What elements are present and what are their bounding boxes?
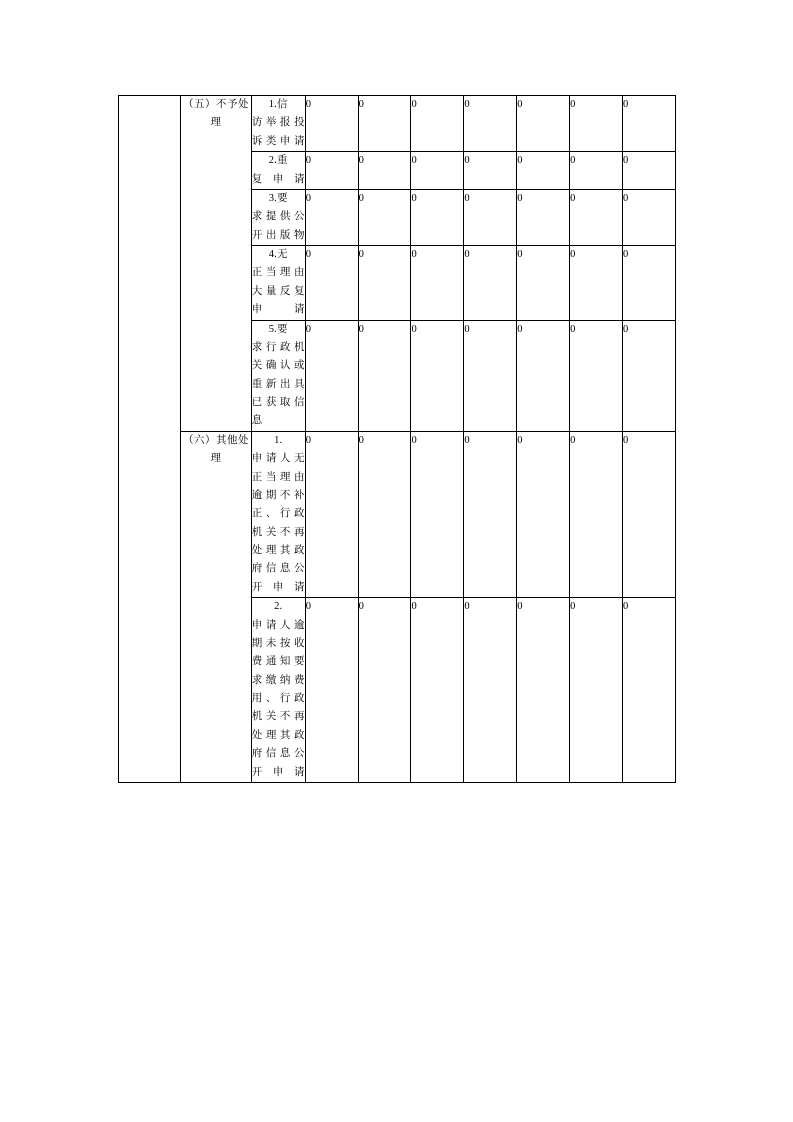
table-row — [119, 431, 676, 597]
item-lead: 3.要 — [268, 192, 288, 204]
value-cell: 0 — [517, 96, 570, 152]
government-information-disclosure-table — [118, 95, 676, 783]
value-cell: 0 — [358, 189, 411, 245]
item-label-cell — [251, 246, 305, 321]
item-text: 复申请 — [251, 173, 305, 185]
value-cell: 0 — [570, 320, 623, 431]
value-cell: 0 — [411, 152, 464, 190]
value-cell: 0 — [358, 96, 411, 152]
item-lead: 1. — [274, 434, 283, 446]
value-cell: 0 — [623, 189, 676, 245]
item-lead: 2.重 — [268, 155, 288, 167]
value-cell: 0 — [570, 96, 623, 152]
value-cell: 0 — [570, 152, 623, 190]
group-label-cell: （六）其他处理 — [181, 431, 252, 782]
item-lead: 1.信 — [268, 99, 288, 110]
value-cell: 0 — [464, 320, 517, 431]
value-cell: 0 — [305, 96, 358, 152]
value-cell: 0 — [517, 152, 570, 190]
value-cell: 0 — [358, 246, 411, 321]
value-cell: 0 — [464, 431, 517, 597]
value-cell: 0 — [464, 598, 517, 783]
value-cell: 0 — [411, 598, 464, 783]
value-cell: 0 — [464, 96, 517, 152]
item-text: 求提供公开出版物 — [251, 211, 305, 241]
value-cell: 0 — [623, 96, 676, 152]
item-label-cell — [251, 598, 305, 783]
value-cell: 0 — [623, 152, 676, 190]
value-cell: 0 — [358, 320, 411, 431]
value-cell: 0 — [570, 431, 623, 597]
value-cell: 0 — [305, 246, 358, 321]
item-text: 申请人无正当理由逾期不补正、行政机关不再处理其政府信息公开申请 — [251, 453, 305, 593]
value-cell: 0 — [411, 320, 464, 431]
value-cell: 0 — [358, 598, 411, 783]
value-cell: 0 — [305, 320, 358, 431]
value-cell: 0 — [517, 189, 570, 245]
item-label-cell — [251, 189, 305, 245]
value-cell: 0 — [570, 246, 623, 321]
table-body — [119, 96, 676, 783]
value-cell: 0 — [305, 189, 358, 245]
item-lead: 2. — [274, 601, 283, 613]
value-cell: 0 — [411, 431, 464, 597]
item-text: 正当理由大量反复申请 — [251, 267, 305, 316]
value-cell: 0 — [517, 431, 570, 597]
table-row — [119, 96, 676, 152]
value-cell: 0 — [305, 598, 358, 783]
item-lead: 4.无 — [268, 249, 288, 260]
leading-blank-cell — [119, 96, 181, 783]
item-label-cell — [251, 152, 305, 190]
group-label-cell: （五）不予处理 — [181, 96, 252, 432]
value-cell: 0 — [464, 189, 517, 245]
value-cell: 0 — [517, 320, 570, 431]
value-cell: 0 — [623, 598, 676, 783]
item-text: 访举报投诉类申请 — [251, 117, 305, 147]
value-cell: 0 — [517, 598, 570, 783]
value-cell: 0 — [305, 431, 358, 597]
item-lead: 5.要 — [268, 323, 288, 335]
value-cell: 0 — [411, 189, 464, 245]
value-cell: 0 — [570, 189, 623, 245]
item-text: 求行政机关确认或重新出具已获取信息 — [251, 341, 305, 427]
value-cell: 0 — [464, 246, 517, 321]
value-cell: 0 — [305, 152, 358, 190]
value-cell: 0 — [570, 598, 623, 783]
item-label-cell — [251, 320, 305, 431]
value-cell: 0 — [411, 96, 464, 152]
value-cell: 0 — [358, 152, 411, 190]
item-text: 申请人逾期未按收费通知要求缴纳费用、行政机关不再处理其政府信息公开申请 — [251, 619, 305, 778]
value-cell: 0 — [623, 431, 676, 597]
value-cell: 0 — [623, 320, 676, 431]
value-cell: 0 — [411, 246, 464, 321]
value-cell: 0 — [358, 431, 411, 597]
item-label-cell — [251, 431, 305, 597]
value-cell: 0 — [464, 152, 517, 190]
value-cell: 0 — [517, 246, 570, 321]
item-label-cell — [251, 96, 305, 152]
value-cell: 0 — [623, 246, 676, 321]
